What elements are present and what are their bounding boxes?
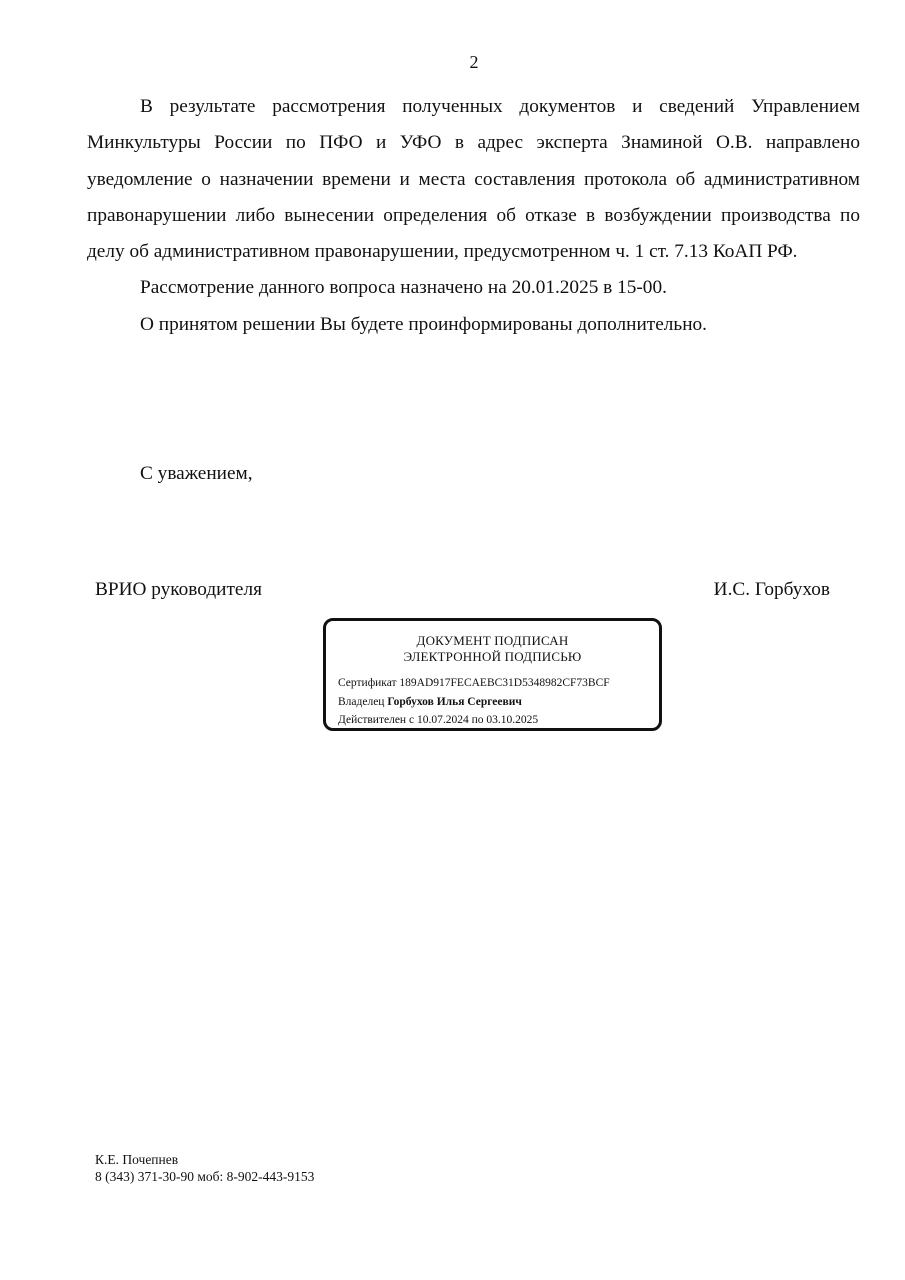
esig-valid-to: 03.10.2025 <box>486 714 539 726</box>
esig-title-line2: ЭЛЕКТРОННОЙ ПОДПИСЬЮ <box>403 649 582 664</box>
esig-valid-to-label: по <box>471 714 484 726</box>
body-paragraph-date: Рассмотрение данного вопроса назначено на 20.01.2025 в 15-00. <box>140 277 667 299</box>
esig-owner-line <box>338 695 522 709</box>
electronic-signature-stamp <box>323 618 662 731</box>
esig-valid-from-label: с <box>408 714 415 726</box>
esig-valid-from: 10.07.2024 <box>416 714 469 726</box>
esig-certificate-line <box>338 676 610 690</box>
page-number: 2 <box>469 52 479 72</box>
letter-body <box>87 89 860 343</box>
esig-valid-label: Действителен <box>338 714 407 726</box>
esig-validity-line <box>338 713 538 727</box>
executor-name: К.Е. Почепнев <box>95 1152 179 1167</box>
body-paragraph-notice: В результате рассмотрения полученных документов и сведений Управлением Минкультуры России по ПФО и УФО в адрес эксперта Знаминой О.В. направлено уведомление о назначении времени и места составления протокола об административном правонарушении либо вынесении определения об отказе в возбуждении производства по делу об административном правонарушении, предусмотренном ч. 1 ст. 7.13 КоАП РФ. <box>87 96 860 263</box>
body-paragraph-info: О принятом решении Вы будете проинформированы дополнительно. <box>140 313 707 335</box>
esig-certificate-value: 189AD917FECAEBC31D5348982CF73BCF <box>399 677 610 689</box>
esig-owner-label: Владелец <box>338 696 385 708</box>
executor-phone: 8 (343) 371-30-90 моб: 8-902-443-9153 <box>95 1169 315 1184</box>
signatory-role: ВРИО руководителя <box>95 579 262 600</box>
esig-owner-value: Горбухов Илья Сергеевич <box>387 696 522 708</box>
signatory-name: И.С. Горбухов <box>713 579 830 600</box>
esig-title <box>326 633 659 665</box>
executor-contact <box>95 1151 314 1185</box>
closing-greeting: С уважением, <box>140 463 253 484</box>
esig-title-line1: ДОКУМЕНТ ПОДПИСАН <box>416 633 569 648</box>
esig-certificate-label: Сертификат <box>338 677 397 689</box>
